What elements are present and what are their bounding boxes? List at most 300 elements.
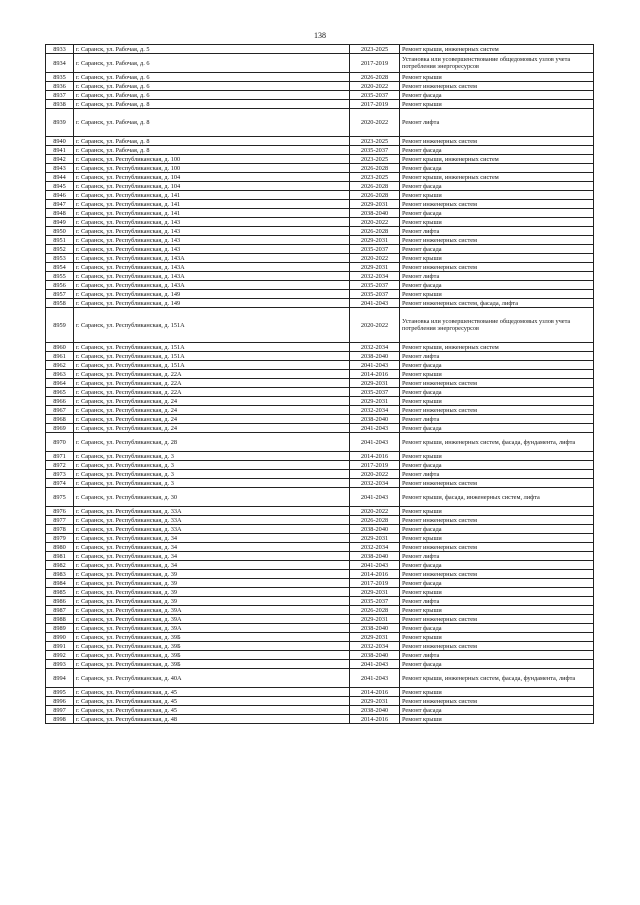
row-address: г. Саранск, ул. Республиканская, д. 28 <box>74 433 350 452</box>
row-work-type: Ремонт инженерных систем <box>400 543 594 552</box>
row-address: г. Саранск, ул. Республиканская, д. 3 <box>74 479 350 488</box>
table-row <box>46 415 594 424</box>
row-number: 8951 <box>46 236 74 245</box>
table-row <box>46 488 594 507</box>
row-work-type: Ремонт крыши <box>400 688 594 697</box>
row-period: 2032-2034 <box>350 642 400 651</box>
row-address: г. Саранск, ул. Республиканская, д. 151А <box>74 308 350 343</box>
row-period: 2029-2031 <box>350 534 400 543</box>
table-row <box>46 624 594 633</box>
row-work-type: Ремонт крыши <box>400 606 594 615</box>
row-address: г. Саранск, ул. Республиканская, д. 151А <box>74 361 350 370</box>
table-row <box>46 697 594 706</box>
row-number: 8980 <box>46 543 74 552</box>
row-period: 2035-2037 <box>350 290 400 299</box>
row-number: 8966 <box>46 397 74 406</box>
row-number: 8934 <box>46 54 74 73</box>
row-number: 8986 <box>46 597 74 606</box>
row-number: 8991 <box>46 642 74 651</box>
row-address: г. Саранск, ул. Рабочая, д. 5 <box>74 45 350 54</box>
row-period: 2017-2019 <box>350 100 400 109</box>
table-row <box>46 669 594 688</box>
row-address: г. Саранск, ул. Республиканская, д. 143А <box>74 263 350 272</box>
row-number: 8984 <box>46 579 74 588</box>
row-period: 2041-2043 <box>350 361 400 370</box>
row-work-type: Ремонт лифта <box>400 227 594 236</box>
row-period: 2026-2028 <box>350 73 400 82</box>
row-period: 2029-2031 <box>350 588 400 597</box>
row-address: г. Саранск, ул. Республиканская, д. 24 <box>74 397 350 406</box>
row-address: г. Саранск, ул. Республиканская, д. 143 <box>74 227 350 236</box>
row-number: 8994 <box>46 669 74 688</box>
row-work-type: Ремонт крыши, инженерных систем <box>400 45 594 54</box>
row-period: 2029-2031 <box>350 263 400 272</box>
table-row <box>46 579 594 588</box>
table-row <box>46 379 594 388</box>
table-row <box>46 470 594 479</box>
table-row <box>46 397 594 406</box>
table-row <box>46 200 594 209</box>
table-row <box>46 525 594 534</box>
row-number: 8979 <box>46 534 74 543</box>
row-number: 8972 <box>46 461 74 470</box>
row-work-type: Ремонт фасада <box>400 146 594 155</box>
row-address: г. Саранск, ул. Республиканская, д. 149 <box>74 299 350 308</box>
row-period: 2035-2037 <box>350 146 400 155</box>
row-address: г. Саранск, ул. Республиканская, д. 34 <box>74 561 350 570</box>
row-work-type: Ремонт инженерных систем <box>400 82 594 91</box>
row-period: 2014-2016 <box>350 570 400 579</box>
row-address: г. Саранск, ул. Республиканская, д. 141 <box>74 209 350 218</box>
row-period: 2023-2025 <box>350 137 400 146</box>
row-work-type: Ремонт крыши <box>400 290 594 299</box>
row-period: 2038-2040 <box>350 706 400 715</box>
row-work-type: Ремонт инженерных систем <box>400 479 594 488</box>
row-work-type: Ремонт лифта <box>400 597 594 606</box>
row-number: 8943 <box>46 164 74 173</box>
row-work-type: Ремонт фасада <box>400 388 594 397</box>
row-work-type: Ремонт инженерных систем <box>400 615 594 624</box>
row-work-type: Ремонт инженерных систем <box>400 200 594 209</box>
row-number: 8973 <box>46 470 74 479</box>
row-number: 8942 <box>46 155 74 164</box>
row-address: г. Саранск, ул. Республиканская, д. 22А <box>74 379 350 388</box>
table-row <box>46 299 594 308</box>
row-address: г. Саранск, ул. Республиканская, д. 39Б <box>74 651 350 660</box>
row-period: 2038-2040 <box>350 651 400 660</box>
row-address: г. Саранск, ул. Республиканская, д. 24 <box>74 415 350 424</box>
row-work-type: Ремонт крыши <box>400 588 594 597</box>
row-period: 2029-2031 <box>350 615 400 624</box>
row-number: 8954 <box>46 263 74 272</box>
row-number: 8974 <box>46 479 74 488</box>
row-period: 2029-2031 <box>350 236 400 245</box>
row-work-type: Ремонт фасада <box>400 361 594 370</box>
row-number: 8946 <box>46 191 74 200</box>
row-period: 2023-2025 <box>350 155 400 164</box>
row-work-type: Ремонт фасада <box>400 91 594 100</box>
row-address: г. Саранск, ул. Республиканская, д. 45 <box>74 688 350 697</box>
table-row <box>46 164 594 173</box>
row-number: 8941 <box>46 146 74 155</box>
row-number: 8975 <box>46 488 74 507</box>
row-work-type: Ремонт фасада <box>400 706 594 715</box>
row-number: 8992 <box>46 651 74 660</box>
row-address: г. Саранск, ул. Республиканская, д. 149 <box>74 290 350 299</box>
row-period: 2020-2022 <box>350 82 400 91</box>
row-address: г. Саранск, ул. Рабочая, д. 6 <box>74 73 350 82</box>
row-address: г. Саранск, ул. Республиканская, д. 34 <box>74 552 350 561</box>
table-body <box>46 45 594 724</box>
row-number: 8976 <box>46 507 74 516</box>
row-address: г. Саранск, ул. Республиканская, д. 141 <box>74 200 350 209</box>
row-number: 8962 <box>46 361 74 370</box>
row-address: г. Саранск, ул. Республиканская, д. 33А <box>74 516 350 525</box>
row-number: 8936 <box>46 82 74 91</box>
row-number: 8996 <box>46 697 74 706</box>
row-number: 8949 <box>46 218 74 227</box>
row-period: 2014-2016 <box>350 370 400 379</box>
table-row <box>46 361 594 370</box>
row-number: 8981 <box>46 552 74 561</box>
row-work-type: Ремонт крыши, инженерных систем <box>400 155 594 164</box>
row-address: г. Саранск, ул. Республиканская, д. 143 <box>74 245 350 254</box>
row-address: г. Саранск, ул. Республиканская, д. 33А <box>74 525 350 534</box>
row-number: 8963 <box>46 370 74 379</box>
table-row <box>46 45 594 54</box>
row-number: 8985 <box>46 588 74 597</box>
row-address: г. Саранск, ул. Республиканская, д. 100 <box>74 164 350 173</box>
row-period: 2041-2043 <box>350 488 400 507</box>
row-period: 2038-2040 <box>350 552 400 561</box>
row-period: 2014-2016 <box>350 715 400 724</box>
row-period: 2041-2043 <box>350 424 400 433</box>
row-work-type: Ремонт фасада <box>400 245 594 254</box>
row-period: 2023-2025 <box>350 45 400 54</box>
row-number: 8950 <box>46 227 74 236</box>
row-number: 8982 <box>46 561 74 570</box>
row-work-type: Ремонт инженерных систем <box>400 406 594 415</box>
table-row <box>46 642 594 651</box>
row-period: 2020-2022 <box>350 218 400 227</box>
row-period: 2038-2040 <box>350 624 400 633</box>
row-period: 2035-2037 <box>350 281 400 290</box>
row-number: 8944 <box>46 173 74 182</box>
row-number: 8983 <box>46 570 74 579</box>
row-address: г. Саранск, ул. Республиканская, д. 39Б <box>74 642 350 651</box>
row-period: 2017-2019 <box>350 54 400 73</box>
row-work-type: Ремонт фасада <box>400 424 594 433</box>
row-period: 2026-2028 <box>350 182 400 191</box>
row-address: г. Саранск, ул. Республиканская, д. 40А <box>74 669 350 688</box>
table-row <box>46 272 594 281</box>
row-address: г. Саранск, ул. Рабочая, д. 8 <box>74 146 350 155</box>
row-number: 8997 <box>46 706 74 715</box>
table-row <box>46 552 594 561</box>
row-address: г. Саранск, ул. Республиканская, д. 39А <box>74 624 350 633</box>
table-row <box>46 715 594 724</box>
row-number: 8967 <box>46 406 74 415</box>
row-work-type: Ремонт фасада <box>400 579 594 588</box>
row-address: г. Саранск, ул. Рабочая, д. 6 <box>74 54 350 73</box>
table-row <box>46 534 594 543</box>
row-work-type: Ремонт крыши <box>400 370 594 379</box>
row-number: 8960 <box>46 343 74 352</box>
row-period: 2014-2016 <box>350 452 400 461</box>
table-row <box>46 281 594 290</box>
row-address: г. Саранск, ул. Республиканская, д. 39Б <box>74 660 350 669</box>
table-row <box>46 227 594 236</box>
table-row <box>46 182 594 191</box>
row-address: г. Саранск, ул. Республиканская, д. 24 <box>74 424 350 433</box>
row-period: 2026-2028 <box>350 164 400 173</box>
row-work-type: Ремонт лифта <box>400 109 594 137</box>
row-address: г. Саранск, ул. Республиканская, д. 39 <box>74 570 350 579</box>
row-period: 2026-2028 <box>350 227 400 236</box>
table-row <box>46 54 594 73</box>
row-number: 8956 <box>46 281 74 290</box>
row-number: 8995 <box>46 688 74 697</box>
row-period: 2020-2022 <box>350 254 400 263</box>
row-period: 2029-2031 <box>350 397 400 406</box>
table-row <box>46 218 594 227</box>
table-row <box>46 633 594 642</box>
row-number: 8965 <box>46 388 74 397</box>
table-row <box>46 91 594 100</box>
repair-schedule-table <box>45 44 594 724</box>
row-number: 8959 <box>46 308 74 343</box>
table-row <box>46 100 594 109</box>
row-number: 8987 <box>46 606 74 615</box>
row-work-type: Ремонт фасада <box>400 461 594 470</box>
row-number: 8978 <box>46 525 74 534</box>
table-row <box>46 245 594 254</box>
row-number: 8938 <box>46 100 74 109</box>
row-address: г. Саранск, ул. Рабочая, д. 8 <box>74 137 350 146</box>
table-row <box>46 588 594 597</box>
row-work-type: Ремонт крыши <box>400 507 594 516</box>
row-number: 8988 <box>46 615 74 624</box>
row-period: 2014-2016 <box>350 688 400 697</box>
row-number: 8937 <box>46 91 74 100</box>
row-address: г. Саранск, ул. Рабочая, д. 6 <box>74 91 350 100</box>
row-address: г. Саранск, ул. Республиканская, д. 3 <box>74 461 350 470</box>
row-work-type: Ремонт лифта <box>400 651 594 660</box>
table-row <box>46 343 594 352</box>
row-period: 2038-2040 <box>350 525 400 534</box>
table-row <box>46 706 594 715</box>
row-number: 8990 <box>46 633 74 642</box>
row-number: 8952 <box>46 245 74 254</box>
row-number: 8970 <box>46 433 74 452</box>
row-work-type: Ремонт фасада <box>400 660 594 669</box>
row-number: 8993 <box>46 660 74 669</box>
row-work-type: Ремонт фасада <box>400 281 594 290</box>
row-number: 8998 <box>46 715 74 724</box>
row-address: г. Саранск, ул. Республиканская, д. 33А <box>74 507 350 516</box>
row-address: г. Саранск, ул. Республиканская, д. 39 <box>74 579 350 588</box>
row-work-type: Ремонт крыши, инженерных систем <box>400 343 594 352</box>
row-work-type: Ремонт крыши <box>400 73 594 82</box>
row-number: 8969 <box>46 424 74 433</box>
table-row <box>46 254 594 263</box>
row-work-type: Ремонт крыши, фасада, инженерных систем, лифта <box>400 488 594 507</box>
row-address: г. Саранск, ул. Республиканская, д. 34 <box>74 543 350 552</box>
table-row <box>46 308 594 343</box>
row-number: 8947 <box>46 200 74 209</box>
row-address: г. Саранск, ул. Республиканская, д. 39 <box>74 597 350 606</box>
row-work-type: Ремонт инженерных систем <box>400 570 594 579</box>
row-number: 8945 <box>46 182 74 191</box>
row-address: г. Саранск, ул. Республиканская, д. 143А <box>74 272 350 281</box>
row-address: г. Саранск, ул. Республиканская, д. 39 <box>74 588 350 597</box>
table-row <box>46 370 594 379</box>
table-row <box>46 452 594 461</box>
table-row <box>46 263 594 272</box>
table-row <box>46 507 594 516</box>
row-address: г. Саранск, ул. Республиканская, д. 143А <box>74 254 350 263</box>
row-work-type: Ремонт крыши, инженерных систем <box>400 173 594 182</box>
row-work-type: Ремонт фасада <box>400 164 594 173</box>
row-work-type: Ремонт крыши, инженерных систем, фасада, фундамента, лифта <box>400 669 594 688</box>
row-address: г. Саранск, ул. Республиканская, д. 100 <box>74 155 350 164</box>
row-work-type: Ремонт лифта <box>400 272 594 281</box>
row-period: 2041-2043 <box>350 561 400 570</box>
row-period: 2041-2043 <box>350 433 400 452</box>
row-work-type: Ремонт крыши <box>400 633 594 642</box>
row-work-type: Ремонт крыши <box>400 191 594 200</box>
row-period: 2026-2028 <box>350 191 400 200</box>
row-work-type: Ремонт фасада <box>400 624 594 633</box>
row-period: 2038-2040 <box>350 415 400 424</box>
table-row <box>46 406 594 415</box>
row-address: г. Саранск, ул. Республиканская, д. 34 <box>74 534 350 543</box>
row-address: г. Саранск, ул. Республиканская, д. 48 <box>74 715 350 724</box>
row-period: 2026-2028 <box>350 516 400 525</box>
row-work-type: Ремонт крыши <box>400 534 594 543</box>
row-period: 2035-2037 <box>350 388 400 397</box>
row-period: 2017-2019 <box>350 461 400 470</box>
row-number: 8955 <box>46 272 74 281</box>
row-work-type: Ремонт крыши, инженерных систем, фасада, фундамента, лифта <box>400 433 594 452</box>
row-number: 8964 <box>46 379 74 388</box>
table-row <box>46 388 594 397</box>
row-address: г. Саранск, ул. Республиканская, д. 39А <box>74 615 350 624</box>
row-work-type: Установка или усовершенствование общедомовых узлов учета потребления энергоресурсов <box>400 54 594 73</box>
row-period: 2029-2031 <box>350 379 400 388</box>
row-address: г. Саранск, ул. Республиканская, д. 151А <box>74 352 350 361</box>
table-row <box>46 615 594 624</box>
row-address: г. Саранск, ул. Республиканская, д. 104 <box>74 173 350 182</box>
row-work-type: Ремонт крыши <box>400 100 594 109</box>
row-number: 8935 <box>46 73 74 82</box>
table-row <box>46 173 594 182</box>
row-work-type: Ремонт инженерных систем, фасада, лифта <box>400 299 594 308</box>
table-row <box>46 688 594 697</box>
table-row <box>46 479 594 488</box>
table-row <box>46 109 594 137</box>
row-work-type: Ремонт фасада <box>400 561 594 570</box>
row-address: г. Саранск, ул. Республиканская, д. 143 <box>74 218 350 227</box>
row-number: 8989 <box>46 624 74 633</box>
row-work-type: Установка или усовершенствование общедомовых узлов учета потребления энергоресурсов <box>400 308 594 343</box>
row-period: 2035-2037 <box>350 245 400 254</box>
row-address: г. Саранск, ул. Республиканская, д. 30 <box>74 488 350 507</box>
row-period: 2035-2037 <box>350 597 400 606</box>
row-period: 2020-2022 <box>350 109 400 137</box>
row-work-type: Ремонт фасада <box>400 182 594 191</box>
row-number: 8939 <box>46 109 74 137</box>
row-work-type: Ремонт инженерных систем <box>400 236 594 245</box>
table-row <box>46 660 594 669</box>
row-work-type: Ремонт крыши <box>400 397 594 406</box>
row-work-type: Ремонт лифта <box>400 352 594 361</box>
row-number: 8958 <box>46 299 74 308</box>
row-period: 2029-2031 <box>350 697 400 706</box>
row-work-type: Ремонт лифта <box>400 415 594 424</box>
table-row <box>46 433 594 452</box>
row-work-type: Ремонт инженерных систем <box>400 697 594 706</box>
table-row <box>46 461 594 470</box>
row-number: 8971 <box>46 452 74 461</box>
row-work-type: Ремонт лифта <box>400 470 594 479</box>
row-work-type: Ремонт инженерных систем <box>400 642 594 651</box>
table-row <box>46 352 594 361</box>
row-number: 8977 <box>46 516 74 525</box>
row-period: 2020-2022 <box>350 308 400 343</box>
row-period: 2032-2034 <box>350 343 400 352</box>
row-period: 2032-2034 <box>350 406 400 415</box>
row-period: 2029-2031 <box>350 633 400 642</box>
table-row <box>46 424 594 433</box>
row-address: г. Саранск, ул. Республиканская, д. 143 <box>74 236 350 245</box>
table-row <box>46 651 594 660</box>
row-period: 2032-2034 <box>350 479 400 488</box>
table-row <box>46 516 594 525</box>
row-work-type: Ремонт крыши <box>400 452 594 461</box>
row-address: г. Саранск, ул. Республиканская, д. 45 <box>74 706 350 715</box>
table-row <box>46 191 594 200</box>
table-row <box>46 597 594 606</box>
row-period: 2041-2043 <box>350 660 400 669</box>
row-work-type: Ремонт фасада <box>400 209 594 218</box>
table-row <box>46 209 594 218</box>
row-period: 2038-2040 <box>350 352 400 361</box>
row-work-type: Ремонт фасада <box>400 525 594 534</box>
row-number: 8933 <box>46 45 74 54</box>
row-number: 8968 <box>46 415 74 424</box>
row-period: 2023-2025 <box>350 173 400 182</box>
row-period: 2026-2028 <box>350 606 400 615</box>
table-row <box>46 82 594 91</box>
row-work-type: Ремонт лифта <box>400 552 594 561</box>
row-period: 2032-2034 <box>350 272 400 281</box>
row-period: 2038-2040 <box>350 209 400 218</box>
row-period: 2029-2031 <box>350 200 400 209</box>
row-address: г. Саранск, ул. Рабочая, д. 8 <box>74 100 350 109</box>
table-row <box>46 290 594 299</box>
row-work-type: Ремонт инженерных систем <box>400 263 594 272</box>
row-address: г. Саранск, ул. Республиканская, д. 24 <box>74 406 350 415</box>
row-work-type: Ремонт крыши <box>400 715 594 724</box>
row-work-type: Ремонт инженерных систем <box>400 137 594 146</box>
row-address: г. Саранск, ул. Республиканская, д. 39А <box>74 606 350 615</box>
table-row <box>46 543 594 552</box>
row-work-type: Ремонт крыши <box>400 254 594 263</box>
row-period: 2041-2043 <box>350 299 400 308</box>
row-period: 2035-2037 <box>350 91 400 100</box>
row-address: г. Саранск, ул. Республиканская, д. 45 <box>74 697 350 706</box>
